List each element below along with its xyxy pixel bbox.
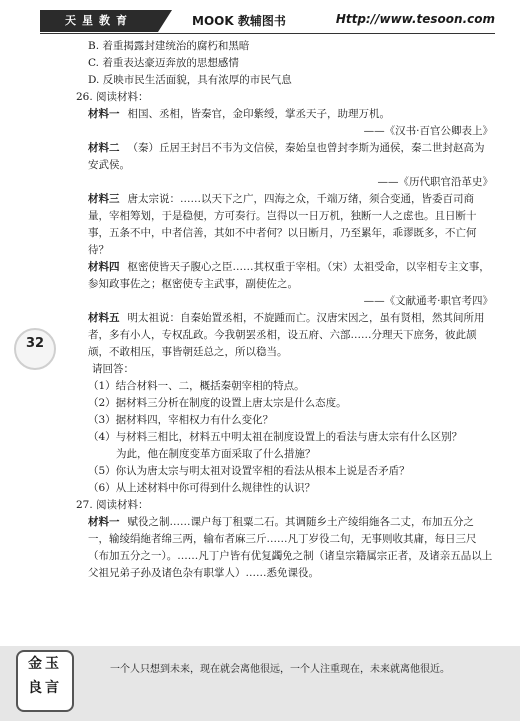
- brand-logo-tail: [158, 10, 172, 32]
- q27-material-1: [88, 514, 493, 582]
- material-text: 赋役之制……课户每丁租粟二石。其调随乡土产绫绢絁各二丈，布加五分之一，输绫绢絁者绵三两，输布者麻三斤……凡丁岁役二旬，无事则收其庸，每日三尺（布加五分之一）。……凡丁户皆有优复蠲免之制（诸皇宗籍属宗正者，及诸亲五品以上父祖兄弟子孙及诸色杂有职掌人）……悉免课役。: [88, 516, 493, 579]
- footer-badge-line-2: 良言: [28, 680, 62, 696]
- q26-material-2: [88, 140, 493, 174]
- material-label: 材料一: [88, 108, 120, 120]
- page-number: 32: [25, 336, 45, 351]
- material-text: 明太祖说：自秦始置丞相，不旋踵而亡。汉唐宋因之，虽有贤相，然其间所用者，多有小人，专权乱政。今我朝罢丞相，设五府、六部……分理天下庶务，彼此颉颃，不敢相压，事皆朝廷总之，所以稳当。: [88, 312, 485, 358]
- material-text: 唐太宗说：……以天下之广，四海之众，千端万绪，须合变通，皆委百司商量，宰相筹划，于是稳便，方可奏行。岂得以一日万机，独断一人之虑也。且日断十事，五条不中，中者信善，其如不中者何？以日断月，乃至累年，乖谬既多，不亡何待？: [88, 193, 477, 256]
- material-label: 材料二: [88, 142, 120, 154]
- option-c: C. 着重表达豪迈奔放的思想感情: [88, 57, 239, 69]
- q26-material-3: [88, 191, 493, 259]
- material-label: 材料一: [88, 516, 120, 528]
- q26-sub-4: （4）与材料三相比，材料五中明太祖在制度设置上的看法与唐太宗有什么区别？: [88, 431, 463, 443]
- material-label: 材料五: [88, 312, 120, 324]
- material-label: 材料三: [88, 193, 120, 205]
- q26-sub-5: （5）你认为唐太宗与明太祖对设置宰相的看法从根本上说是否矛盾？: [88, 465, 410, 477]
- q26-material-1-source: ——《汉书·百官公卿表上》: [363, 125, 493, 137]
- material-label: 材料四: [88, 261, 120, 273]
- q26-material-2-source: ——《历代职官沿革史》: [377, 176, 493, 188]
- page-footer: [0, 646, 520, 721]
- option-d: D. 反映市民生活面貌，具有浓厚的市民气息: [88, 74, 292, 86]
- page-content: [76, 38, 493, 582]
- q26-material-4: [88, 259, 493, 293]
- q26-ask: 请回答：: [92, 363, 134, 375]
- footer-quote: 一个人只想到未来，现在就会离他很远，一个人注重现在，未来就离他很近。: [110, 664, 450, 675]
- question-27-title: 27. 阅读材料：: [76, 499, 149, 511]
- header-url: Http://www.tesoon.com: [335, 12, 495, 26]
- q26-sub-1: （1）结合材料一、二，概括秦朝宰相的特点。: [88, 380, 305, 392]
- q26-sub-6: （6）从上述材料中你可得到什么规律性的认识？: [88, 482, 316, 494]
- q26-sub-2: （2）据材料三分析在制度的设置上唐太宗是什么态度。: [88, 397, 347, 409]
- question-26-title: 26. 阅读材料：: [76, 91, 149, 103]
- q26-material-4-source: ——《文献通考·职官考四》: [363, 295, 493, 307]
- q26-material-5: [88, 310, 493, 361]
- material-text: 枢密使皆天子腹心之臣……其权重于宰相。（宋）太祖受命，以宰相专主文事，参知政事佐之；枢密使专主武事，副使佐之。: [88, 261, 490, 290]
- material-text: 相国、丞相，皆秦官，金印紫绶，掌丞天子，助理万机。: [127, 108, 390, 120]
- option-b: B. 着重揭露封建统治的腐朽和黑暗: [88, 40, 250, 52]
- q26-material-1: [88, 106, 493, 123]
- header-divider: [40, 33, 495, 34]
- footer-badge: [16, 650, 74, 712]
- material-text: （秦）丘居王封吕不韦为文信侯，秦始皇也曾封李斯为通侯，秦二世封赵高为安武侯。: [88, 142, 485, 171]
- brand-logo: 天星教育: [40, 10, 158, 32]
- q26-sub-3: （3）据材料四，宰相权力有什么变化？: [88, 414, 274, 426]
- footer-badge-line-1: 金玉: [28, 656, 62, 672]
- q26-sub-4-cont: 为此，他在制度变革方面采取了什么措施？: [116, 448, 316, 460]
- page-header: [40, 10, 495, 32]
- series-title: MOOK 教辅图书: [192, 14, 286, 28]
